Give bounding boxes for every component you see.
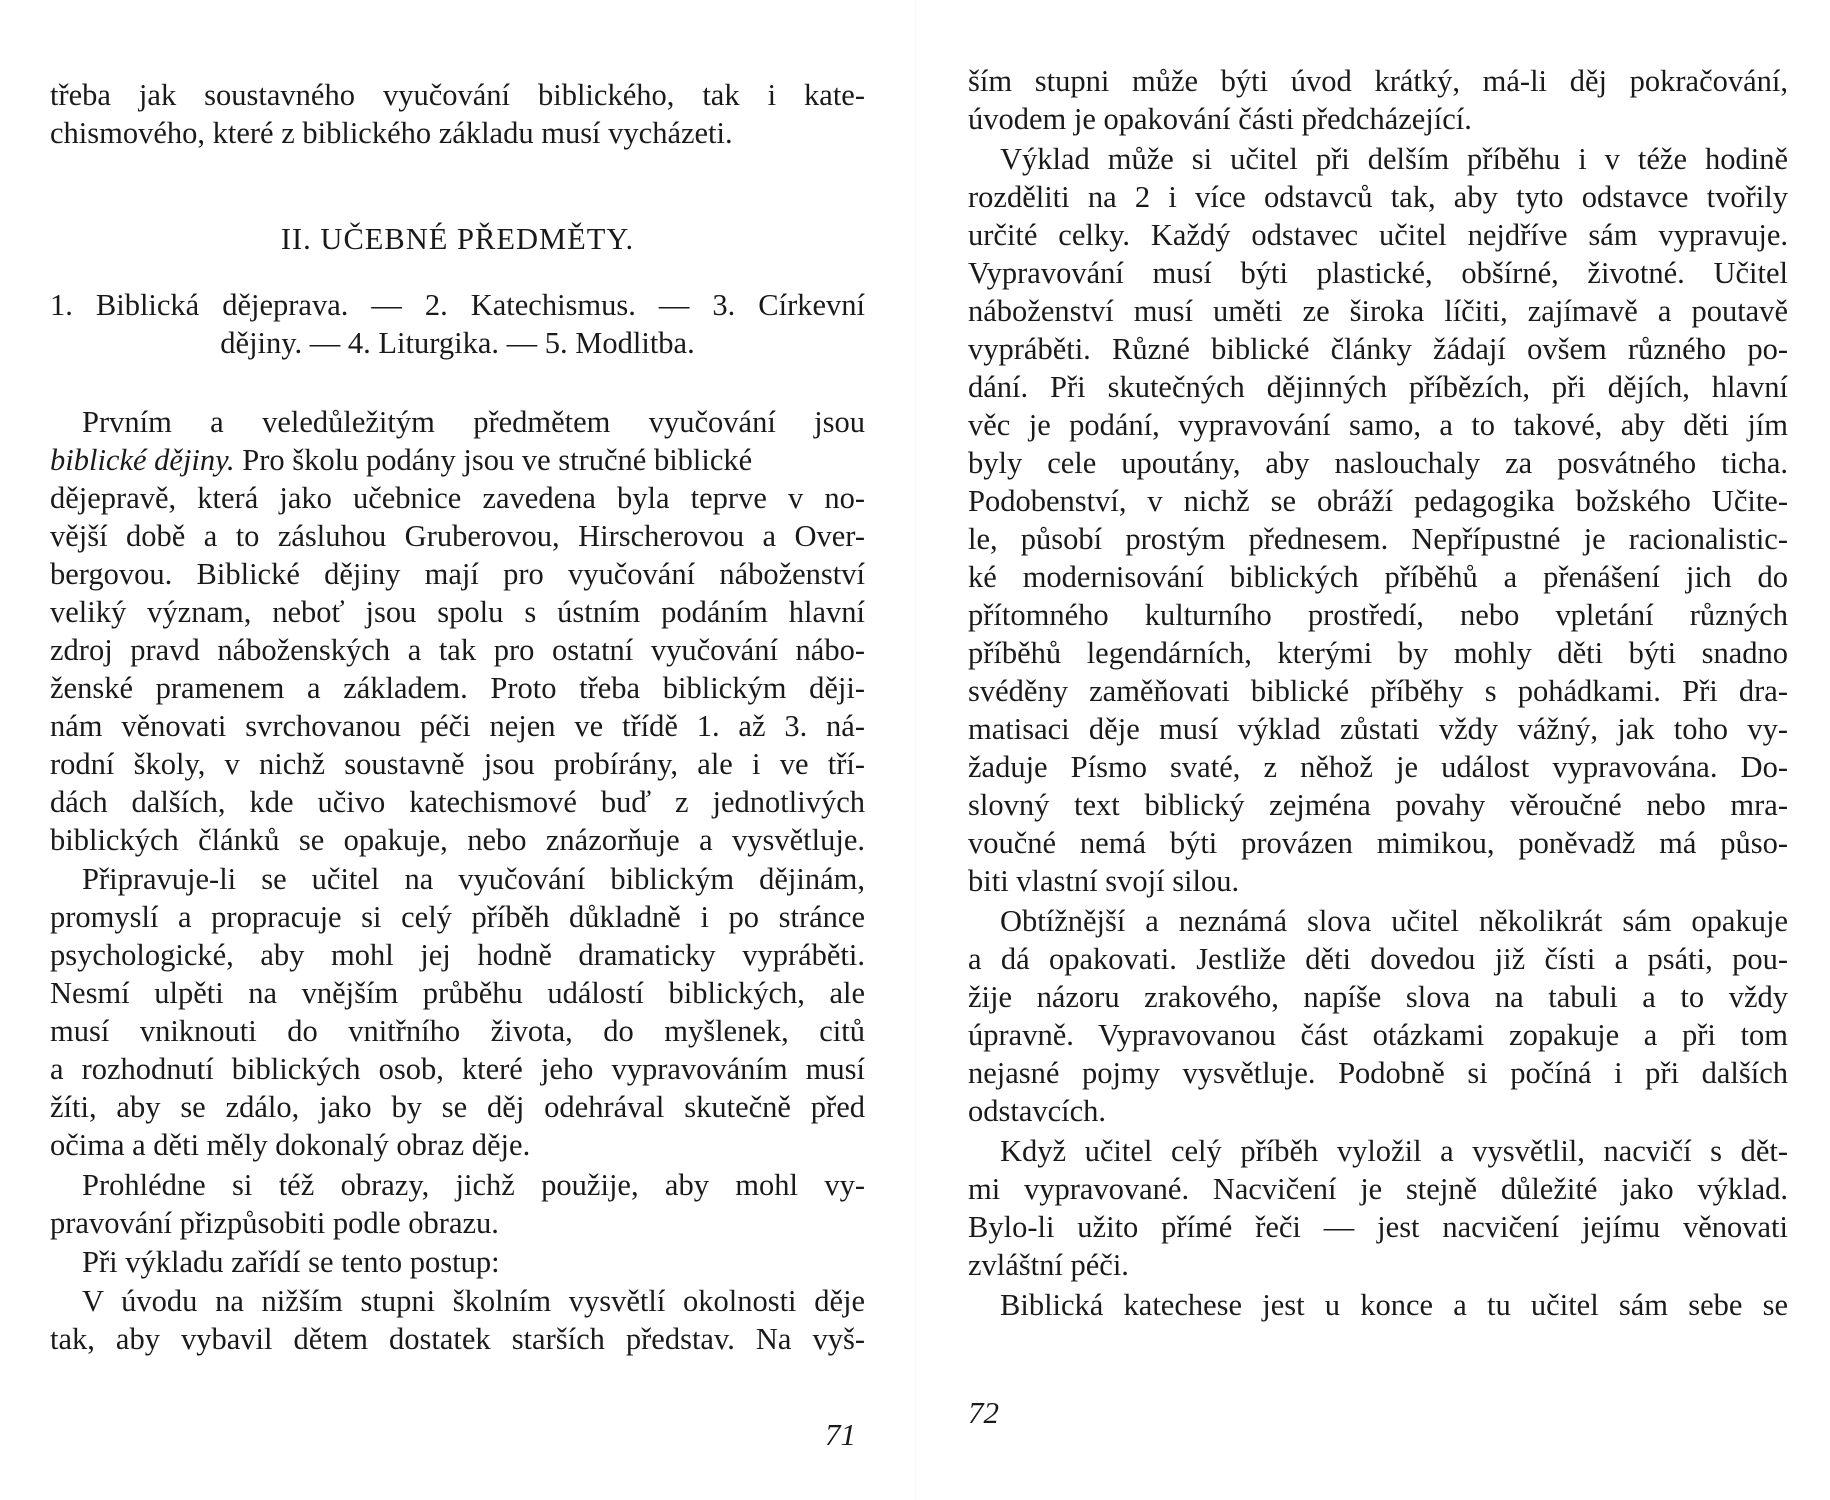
text-line: očima a děti měly dokonalý obraz děje. (50, 1128, 531, 1162)
text-line: rodní školy, v nichž soustavně jsou probírány, ale i ve tří- (50, 747, 865, 781)
text-line: úpravně. Vypravovanou část otázkami zopakuje a při tom (968, 1018, 1788, 1052)
text-line: nám věnovati svrchovanou péči nejen ve třídě 1. až 3. ná- (50, 709, 865, 743)
text-line: Podobenství, v nichž se obráží pedagogika božského Učite- (968, 484, 1788, 518)
text-line: náboženství musí uměti ze široka líčiti, zajímavě a poutavě (968, 294, 1788, 328)
text-line: biblických článků se opakuje, nebo znázorňuje a vysvětluje. (50, 823, 865, 857)
text-line: Prvním a veledůležitým předmětem vyučování jsou (82, 405, 865, 439)
text-line: Prohlédne si též obrazy, jichž použije, aby mohl vy- (82, 1168, 865, 1202)
section-heading: II. UČEBNÉ PŘEDMĚTY. (280, 222, 635, 256)
subject-list-line: dějiny. — 4. Liturgika. — 5. Modlitba. (220, 326, 695, 360)
text-line: matisaci děje musí výklad zůstati vždy vážný, jak toho vy- (968, 712, 1788, 746)
text-line: věc je podání, vypravování samo, a to takové, aby děti jím (968, 408, 1788, 442)
text-line: svéděny zaměňovati biblické příběhy s pohádkami. Při dra- (968, 674, 1788, 708)
text-fragment: Pro školu podány jsou ve stručné biblické (234, 443, 753, 477)
text-line: veliký význam, neboť jsou spolu s ústním podáním hlavní (50, 595, 865, 629)
text-line: přítomného kulturního prostředí, nebo vpletání různých (968, 598, 1788, 632)
text-line: zvláštní péči. (968, 1248, 1129, 1282)
text-line: žaduje Písmo svaté, z něhož je událost vypravována. Do- (968, 750, 1788, 784)
text-line: Bylo-li užito přímé řeči — jest nacvičení jejímu věnovati (968, 1210, 1788, 1244)
text-line: chismového, které z biblického základu musí vycházeti. (50, 116, 733, 150)
text-line: biti vlastní svojí silou. (968, 864, 1240, 898)
text-line: byly cele upoutány, aby naslouchaly za posvátného ticha. (968, 446, 1788, 480)
text-line: Nesmí ulpěti na vnějším průběhu událostí biblických, ale (50, 976, 865, 1010)
text-line: žíti, aby se zdálo, jako by se děj odehrával skutečně před (50, 1090, 865, 1124)
text-line: tak, aby vybavil dětem dostatek starších představ. Na vyš- (50, 1322, 865, 1356)
text-line: úvodem je opakování části předcházející. (968, 102, 1472, 136)
text-line: Při výkladu zařídí se tento postup: (82, 1245, 500, 1279)
text-line: určité celky. Každý odstavec učitel nejdříve sám vypravuje. (968, 218, 1788, 252)
text-line: třeba jak soustavného vyučování biblického, tak i kate- (50, 78, 865, 112)
left-page (50, 0, 865, 1500)
text-line: zdroj pravd náboženských a tak pro ostatní vyučování nábo- (50, 633, 865, 667)
text-line: Vypravování musí býti plastické, obšírné, životné. Učitel (968, 256, 1788, 290)
text-line: le, působí prostým přednesem. Nepřípustné je racionalistic- (968, 522, 1788, 556)
text-line: odstavcích. (968, 1094, 1107, 1128)
text-line: mi vypravované. Nacvičení je stejně důležité jako výklad. (968, 1172, 1788, 1206)
right-page (968, 0, 1788, 1500)
text-line: V úvodu na nižším stupni školním vysvětlí okolnosti děje (82, 1284, 865, 1318)
text-line: ším stupni může býti úvod krátký, má-li děj pokračování, (968, 64, 1788, 98)
emphasized-term: biblické dějiny. (50, 443, 235, 477)
text-line: ké modernisování biblických příběhů a přenášení jich do (968, 560, 1788, 594)
text-line: Když učitel celý příběh vyložil a vysvětlil, nacvičí s dět- (1000, 1134, 1788, 1168)
text-line: dějepravě, která jako učebnice zavedena byla teprve v no- (50, 481, 865, 515)
text-line: dání. Při skutečných dějinných příbězích, při dějích, hlavní (968, 370, 1788, 404)
text-line: musí vniknouti do vnitřního života, do myšlenek, citů (50, 1014, 865, 1048)
text-line: ženské pramenem a základem. Proto třeba biblickým ději- (50, 671, 865, 705)
text-line: žije názoru zrakového, napíše slova na tabuli a to vždy (968, 980, 1788, 1014)
text-line (50, 441, 865, 479)
text-line: voučné nemá býti provázen mimikou, poněvadž má půso- (968, 826, 1788, 860)
text-line: a dá opakovati. Jestliže děti dovedou již čísti a psáti, pou- (968, 942, 1788, 976)
subject-list-line: 1. Biblická dějeprava. — 2. Katechismus. — 3. Církevní (50, 288, 865, 322)
text-line: a rozhodnutí biblických osob, které jeho vypravováním musí (50, 1052, 865, 1086)
text-line: Připravuje-li se učitel na vyučování biblickým dějinám, (82, 862, 865, 896)
text-line: Výklad může si učitel při delším příběhu i v téže hodině (1000, 142, 1788, 176)
text-line: rozděliti na 2 i více odstavců tak, aby tyto odstavce tvořily (968, 180, 1788, 214)
text-line: slovný text biblický zejména povahy věroučné nebo mra- (968, 788, 1788, 822)
text-line: psychologické, aby mohl jej hodně dramaticky vypráběti. (50, 938, 865, 972)
text-line: Biblická katechese jest u konce a tu učitel sám sebe se (1000, 1288, 1788, 1322)
text-line: Obtížnější a neznámá slova učitel několikrát sám opakuje (1000, 904, 1788, 938)
text-line: pravování přizpůsobiti podle obrazu. (50, 1206, 499, 1240)
page-number: 72 (968, 1395, 999, 1430)
page-gutter (915, 0, 917, 1500)
text-line: bergovou. Biblické dějiny mají pro vyučování náboženství (50, 557, 865, 591)
text-line: dách dalších, kde učivo katechismové buď z jednotlivých (50, 785, 865, 819)
text-line: vější době a to zásluhou Gruberovou, Hirscherovou a Over- (50, 519, 865, 553)
text-line: příběhů legendárních, kterými by mohly děti býti snadno (968, 636, 1788, 670)
page-number: 71 (825, 1417, 856, 1452)
text-line: promyslí a propracuje si celý příběh důkladně i po stránce (50, 900, 865, 934)
text-line: vypráběti. Různé biblické články žádají ovšem různého po- (968, 332, 1788, 366)
text-line: nejasné pojmy vysvětluje. Podobně si počíná i při dalších (968, 1056, 1788, 1090)
